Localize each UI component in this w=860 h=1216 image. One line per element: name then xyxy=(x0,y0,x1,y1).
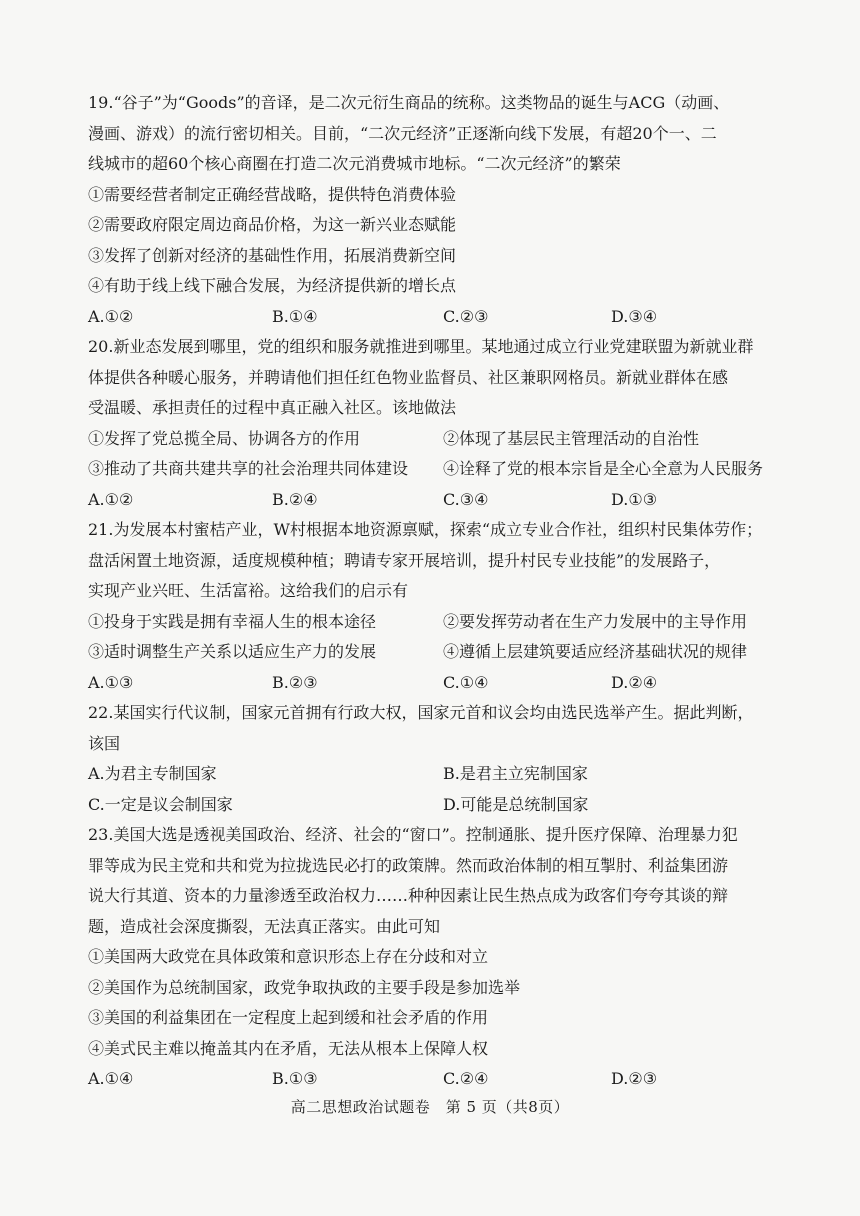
choice-c: C.③④ xyxy=(443,489,489,509)
question-stem-line: 题，造成社会深度撕裂，无法真正落实。由此可知 xyxy=(88,916,441,936)
question-19 xyxy=(0,88,860,332)
question-20 xyxy=(0,332,860,515)
statement-pair xyxy=(88,637,772,668)
question-21 xyxy=(0,515,860,698)
choice-b: B.②④ xyxy=(272,489,318,509)
choice-d: D.①③ xyxy=(611,489,658,509)
question-stem-line: 实现产业兴旺、生活富裕。这给我们的启示有 xyxy=(88,581,409,600)
question-list xyxy=(0,88,860,1095)
choice-a: A.为君主专制国家 xyxy=(88,764,217,783)
question-stem-line: 受温暖、承担责任的过程中真正融入社区。该地做法 xyxy=(88,398,457,417)
statement-item: ④有助于线上线下融合发展，为经济提供新的增长点 xyxy=(88,276,457,295)
answer-choices xyxy=(88,302,772,333)
question-stem-line: 漫画、游戏）的流行密切相关。目前，“二次元经济”正逐渐向线下发展，有超20个一、二 xyxy=(88,123,717,143)
choice-b: B.②③ xyxy=(272,672,318,692)
choice-c: C.②③ xyxy=(443,306,489,326)
choice-c: C.一定是议会制国家 xyxy=(88,794,233,814)
page-footer: 高二思想政治试题卷 第 5 页（共8页） xyxy=(290,1098,570,1116)
question-stem-line: 19.“谷子”为“Goods”的音译，是二次元衍生商品的统称。这类物品的诞生与ACG（动画、 xyxy=(88,93,730,112)
question-stem-line: 22.某国实行代议制，国家元首拥有行政大权，国家元首和议会均由选民选举产生。据此判断， xyxy=(88,703,754,722)
question-stem-line: 21.为发展本村蜜桔产业，W村根据本地资源禀赋，探索“成立专业合作社，组织村民集体劳作； xyxy=(88,520,763,539)
statement-item: ①投身于实践是拥有幸福人生的根本途径 xyxy=(88,611,377,631)
question-22 xyxy=(0,698,860,820)
choice-b: B.①④ xyxy=(272,306,318,326)
answer-choice-pair xyxy=(88,759,772,790)
statement-item: ③美国的利益集团在一定程度上起到缓和社会矛盾的作用 xyxy=(88,1008,489,1027)
statement-item: ②需要政府限定周边商品价格，为这一新兴业态赋能 xyxy=(88,215,457,234)
question-stem-line: 盘活闲置土地资源，适度规模种植；聘请专家开展培训，提升村民专业技能”的发展路子， xyxy=(88,550,721,570)
choice-d: D.可能是总统制国家 xyxy=(443,794,589,814)
statement-item: ①发挥了党总揽全局、协调各方的作用 xyxy=(88,428,361,448)
choice-b: B.是君主立宪制国家 xyxy=(443,764,588,783)
choice-c: C.①④ xyxy=(443,672,489,692)
statement-item: ②体现了基层民主管理活动的自治性 xyxy=(443,428,700,448)
statement-item: ①需要经营者制定正确经营战略，提供特色消费体验 xyxy=(88,184,457,204)
question-23 xyxy=(0,820,860,1095)
statement-item: ①美国两大政党在具体政策和意识形态上存在分歧和对立 xyxy=(88,947,489,966)
choice-d: D.②③ xyxy=(611,1069,658,1088)
statement-item: ④美式民主难以掩盖其内在矛盾，无法从根本上保障人权 xyxy=(88,1038,489,1058)
choice-d: D.③④ xyxy=(611,306,658,326)
statement-item: ④遵循上层建筑要适应经济基础状况的规律 xyxy=(443,642,748,661)
question-stem-line: 体提供各种暖心服务，并聘请他们担任红色物业监督员、社区兼职网格员。新就业群体在感 xyxy=(88,367,729,387)
statement-pair xyxy=(88,454,772,485)
question-stem-line: 该国 xyxy=(88,733,121,753)
choice-a: A.①④ xyxy=(88,1069,134,1088)
question-stem-line: 罪等成为民主党和共和党为拉拢选民必打的政策牌。然而政治体制的相互掣肘、利益集团游 xyxy=(88,855,729,875)
choice-b: B.①③ xyxy=(272,1069,318,1088)
choice-a: A.①② xyxy=(88,489,134,509)
statement-item: ②美国作为总统制国家，政党争取执政的主要手段是参加选举 xyxy=(88,977,521,997)
statement-item: ③发挥了创新对经济的基础性作用，拓展消费新空间 xyxy=(88,245,457,265)
statement-item: ③推动了共商共建共享的社会治理共同体建设 xyxy=(88,459,409,478)
statement-pair xyxy=(88,607,772,638)
statement-item: ③适时调整生产关系以适应生产力的发展 xyxy=(88,642,377,661)
answer-choices xyxy=(88,1064,772,1095)
choice-d: D.②④ xyxy=(611,672,658,692)
statement-item: ④诠释了党的根本宗旨是全心全意为人民服务 xyxy=(443,459,764,478)
question-stem-line: 说大行其道、资本的力量渗透至政治权力……种种因素让民生热点成为政客们夸夸其谈的辩 xyxy=(88,886,729,905)
answer-choices xyxy=(88,485,772,516)
statement-item: ②要发挥劳动者在生产力发展中的主导作用 xyxy=(443,611,748,631)
question-stem-line: 23.美国大选是透视美国政治、经济、社会的“窗口”。控制通胀、提升医疗保障、治理暴力犯 xyxy=(88,825,738,844)
choice-a: A.①③ xyxy=(88,672,134,692)
choice-a: A.①② xyxy=(88,306,134,326)
answer-choice-pair xyxy=(88,790,772,821)
choice-c: C.②④ xyxy=(443,1069,489,1088)
answer-choices xyxy=(88,668,772,699)
question-stem-line: 20.新业态发展到哪里，党的组织和服务就推进到哪里。某地通过成立行业党建联盟为新就业群 xyxy=(88,337,754,356)
question-stem-line: 线城市的超60个核心商圈在打造二次元消费城市地标。“二次元经济”的繁荣 xyxy=(88,154,621,173)
statement-pair xyxy=(88,424,772,455)
